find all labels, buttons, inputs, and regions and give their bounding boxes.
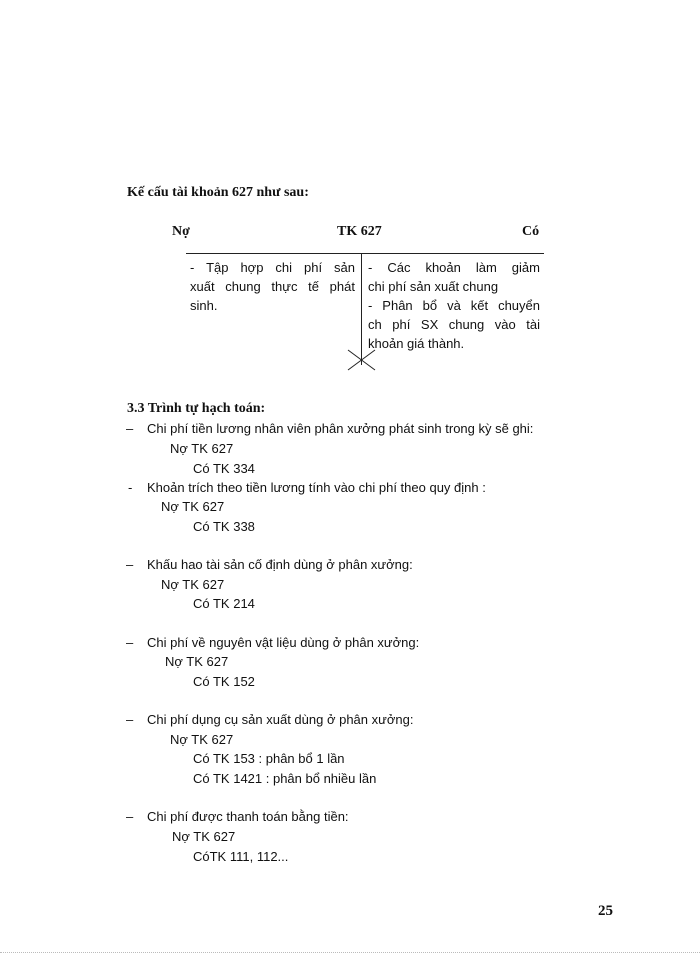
entry-credit: Có TK 1421 : phân bổ nhiều lần — [193, 771, 377, 786]
entry-credit: Có TK 152 — [193, 674, 255, 689]
debit-side-text — [190, 258, 355, 315]
entry-credit: Có TK 338 — [193, 519, 255, 534]
entry-bullet: – — [126, 421, 134, 436]
entry-bullet: – — [126, 557, 134, 572]
entry-debit: Nợ TK 627 — [165, 654, 229, 669]
structure-title: Kế cấu tài khoản 627 như sau: — [127, 185, 309, 200]
entry-credit: Có TK 334 — [193, 461, 255, 476]
entry-bullet: – — [126, 809, 134, 824]
entry-credit: CóTK 111, 112... — [193, 849, 289, 864]
debit-line: sinh. — [190, 298, 218, 313]
credit-label: Có — [522, 224, 540, 239]
entry-bullet: – — [126, 712, 134, 727]
credit-line: - Các khoản làm giảm — [368, 260, 540, 275]
entry-credit: Có TK 214 — [193, 596, 255, 611]
credit-line: - Phân bổ và kết chuyển — [368, 298, 540, 313]
entry-debit: Nợ TK 627 — [170, 732, 234, 747]
debit-label: Nợ — [172, 224, 190, 239]
entry-description: Chi phí tiền lương nhân viên phân xưởng phát sinh trong kỳ sẽ ghi: — [147, 421, 534, 436]
entry-description: Chi phí dụng cụ sản xuất dùng ở phân xưởng: — [147, 712, 414, 727]
account-label: TK 627 — [337, 224, 382, 239]
entry-debit: Nợ TK 627 — [161, 499, 225, 514]
entry-description: Chi phí được thanh toán bằng tiền: — [147, 809, 349, 824]
entry-credit: Có TK 153 : phân bổ 1 lần — [193, 751, 345, 766]
entry-debit: Nợ TK 627 — [170, 441, 234, 456]
entry-description: Khoản trích theo tiền lương tính vào chi phí theo quy định : — [147, 480, 486, 495]
credit-line: chi phí sản xuất chung — [368, 279, 499, 294]
entry-bullet: – — [126, 635, 134, 650]
debit-line: xuất chung thực tế phát — [190, 279, 355, 294]
entry-bullet: - — [128, 480, 133, 495]
entry-debit: Nợ TK 627 — [161, 577, 225, 592]
entry-description: Khấu hao tài sản cố định dùng ở phân xưởng: — [147, 557, 413, 572]
page-number: 25 — [598, 903, 613, 919]
page-bottom-divider — [0, 952, 700, 953]
credit-line: ch phí SX chung vào tài — [368, 317, 540, 332]
credit-line: khoản giá thành. — [368, 336, 465, 351]
entry-description: Chi phí về nguyên vật liệu dùng ở phân xưởng: — [147, 635, 420, 650]
entry-debit: Nợ TK 627 — [172, 829, 236, 844]
debit-line: - Tập hợp chi phí sản — [190, 260, 355, 275]
section-heading: 3.3 Trình tự hạch toán: — [127, 401, 266, 416]
credit-side-text — [368, 258, 540, 353]
